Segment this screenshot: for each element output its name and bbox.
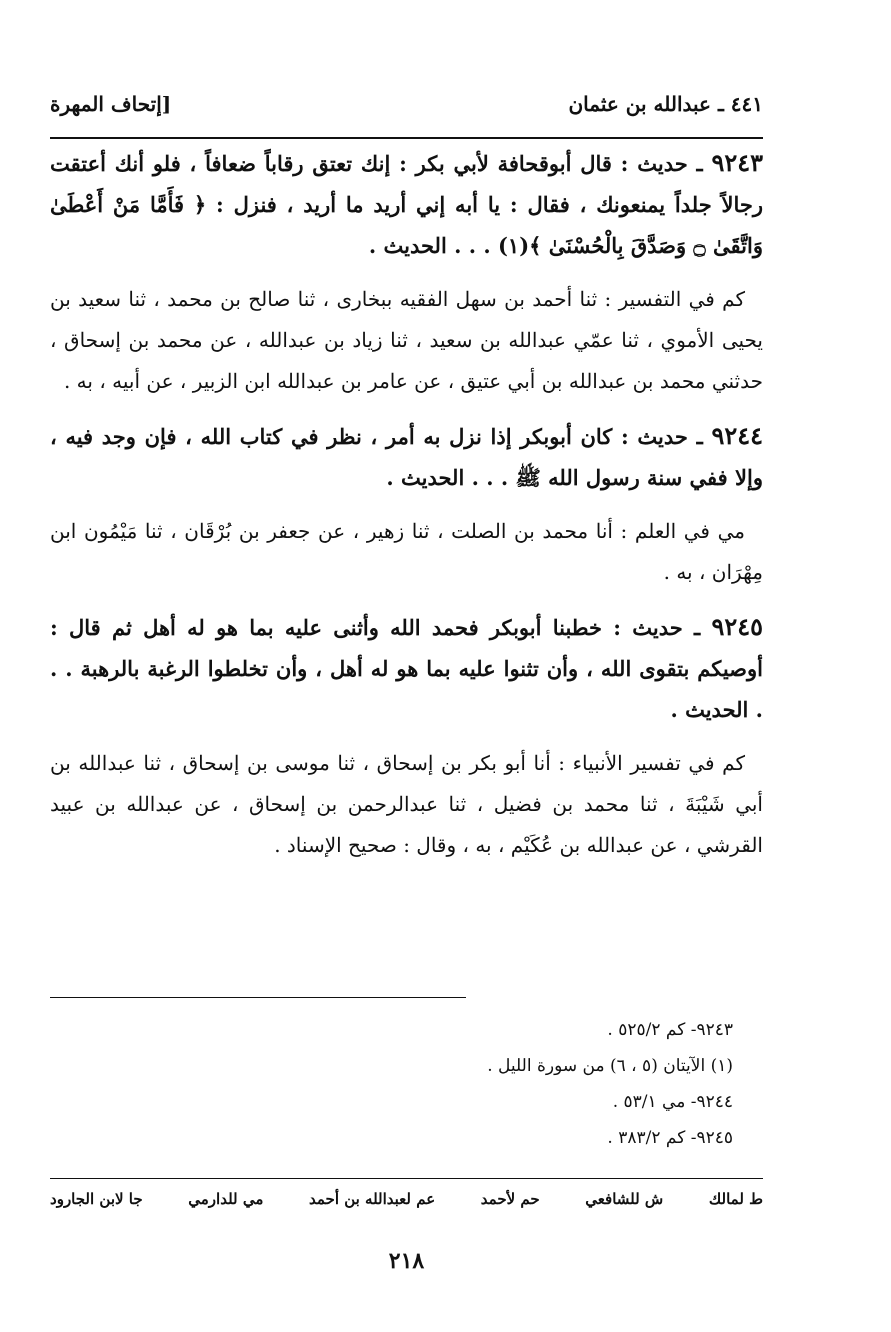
page-number: ٢١٨: [388, 1248, 425, 1274]
entry-number: ٩٢٤٤: [711, 421, 763, 450]
legend-divider: [50, 1178, 763, 1179]
hadith-entry-9245: [50, 606, 763, 730]
legend-item: عم لعبدالله بن أحمد: [309, 1190, 436, 1208]
isnad-9244: مي في العلم : أنا محمد بن الصلت ، ثنا زهير ، عن جعفر بن بُرْقَان ، ثنا مَيْمُون ابن مِهْرَان ، به .: [50, 519, 763, 584]
abbreviation-legend: [50, 1190, 763, 1208]
entry-number: ٩٢٤٥: [711, 612, 763, 641]
entry-text: ـ حديث : قال أبوقحافة لأبي بكر : إنك تعتق رقاباً ضعافاً ، فلو أنك أعتقت رجالاً جلداً يمنعونك ، فقال : يا أبه إني أريد ما أريد ، فنزل : ﴿ فَأَمَّا مَنْ أَعْطَىٰ وَاتَّقَىٰ ۝ وَصَدَّقَ بِالْحُسْنَىٰ ﴾(١) . . . الحديث .: [50, 151, 763, 258]
entry-text: ـ حديث : كان أبوبكر إذا نزل به أمر ، نظر في كتاب الله ، فإن وجد فيه ، وإلا ففي سنة رسول الله ﷺ . . . الحديث .: [50, 424, 763, 490]
footnote-divider: [50, 997, 466, 998]
legend-item: حم لأحمد: [480, 1190, 540, 1208]
footnote-line: (١) الآيتان (٥ ، ٦) من سورة الليل .: [487, 1056, 733, 1076]
footnote-line: ٩٢٤٥- كم ٣٨٣/٢ .: [607, 1128, 733, 1148]
legend-item: جا لابن الجارود: [50, 1190, 143, 1208]
main-text: [50, 142, 763, 879]
legend-item: ط لمالك: [708, 1190, 763, 1208]
header-book-title: [إتحاف المهرة: [50, 92, 172, 116]
footnote-line: ٩٢٤٣- كم ٥٢٥/٢ .: [607, 1020, 733, 1040]
entry-number: ٩٢٤٣: [711, 148, 763, 177]
hadith-entry-9243: [50, 142, 763, 266]
isnad-9243: كم في التفسير : ثنا أحمد بن سهل الفقيه ببخارى ، ثنا صالح بن محمد ، ثنا سعيد بن يحيى الأموي ، ثنا عمّي عبدالله بن سعيد ، ثنا زياد بن عبدالله ، عن محمد بن إسحاق ، حدثني محمد بن عبدالله بن أبي عتيق ، عن عامر بن عبدالله ابن الزبير ، عن أبيه ، به .: [50, 287, 763, 393]
footnote-line: ٩٢٤٤- مي ٥٣/١ .: [612, 1092, 733, 1112]
book-page: [50, 0, 763, 1332]
header-divider: [50, 137, 763, 139]
legend-item: مي للدارمي: [188, 1190, 264, 1208]
hadith-entry-9244: [50, 415, 763, 498]
isnad-9245: كم في تفسير الأنبياء : أنا أبو بكر بن إسحاق ، ثنا موسى بن إسحاق ، ثنا عبدالله بن أبي شَيْبَةَ ، ثنا محمد بن فضيل ، ثنا عبدالرحمن بن إسحاق ، عن عبدالله بن عبيد القرشي ، عن عبدالله بن عُكَيْم ، به ، وقال : صحيح الإسناد .: [50, 751, 763, 857]
legend-item: ش للشافعي: [585, 1190, 664, 1208]
running-header: [50, 82, 763, 126]
header-chapter-title: ٤٤١ ـ عبدالله بن عثمان: [568, 92, 763, 116]
footnotes: [50, 1012, 763, 1156]
entry-text: ـ حديث : خطبنا أبوبكر فحمد الله وأثنى عليه بما هو له أهل ثم قال : أوصيكم بتقوى الله ، وأن تثنوا عليه بما هو له أهل ، وأن تخلطوا الرغبة بالرهبة . . . الحديث .: [50, 615, 763, 722]
